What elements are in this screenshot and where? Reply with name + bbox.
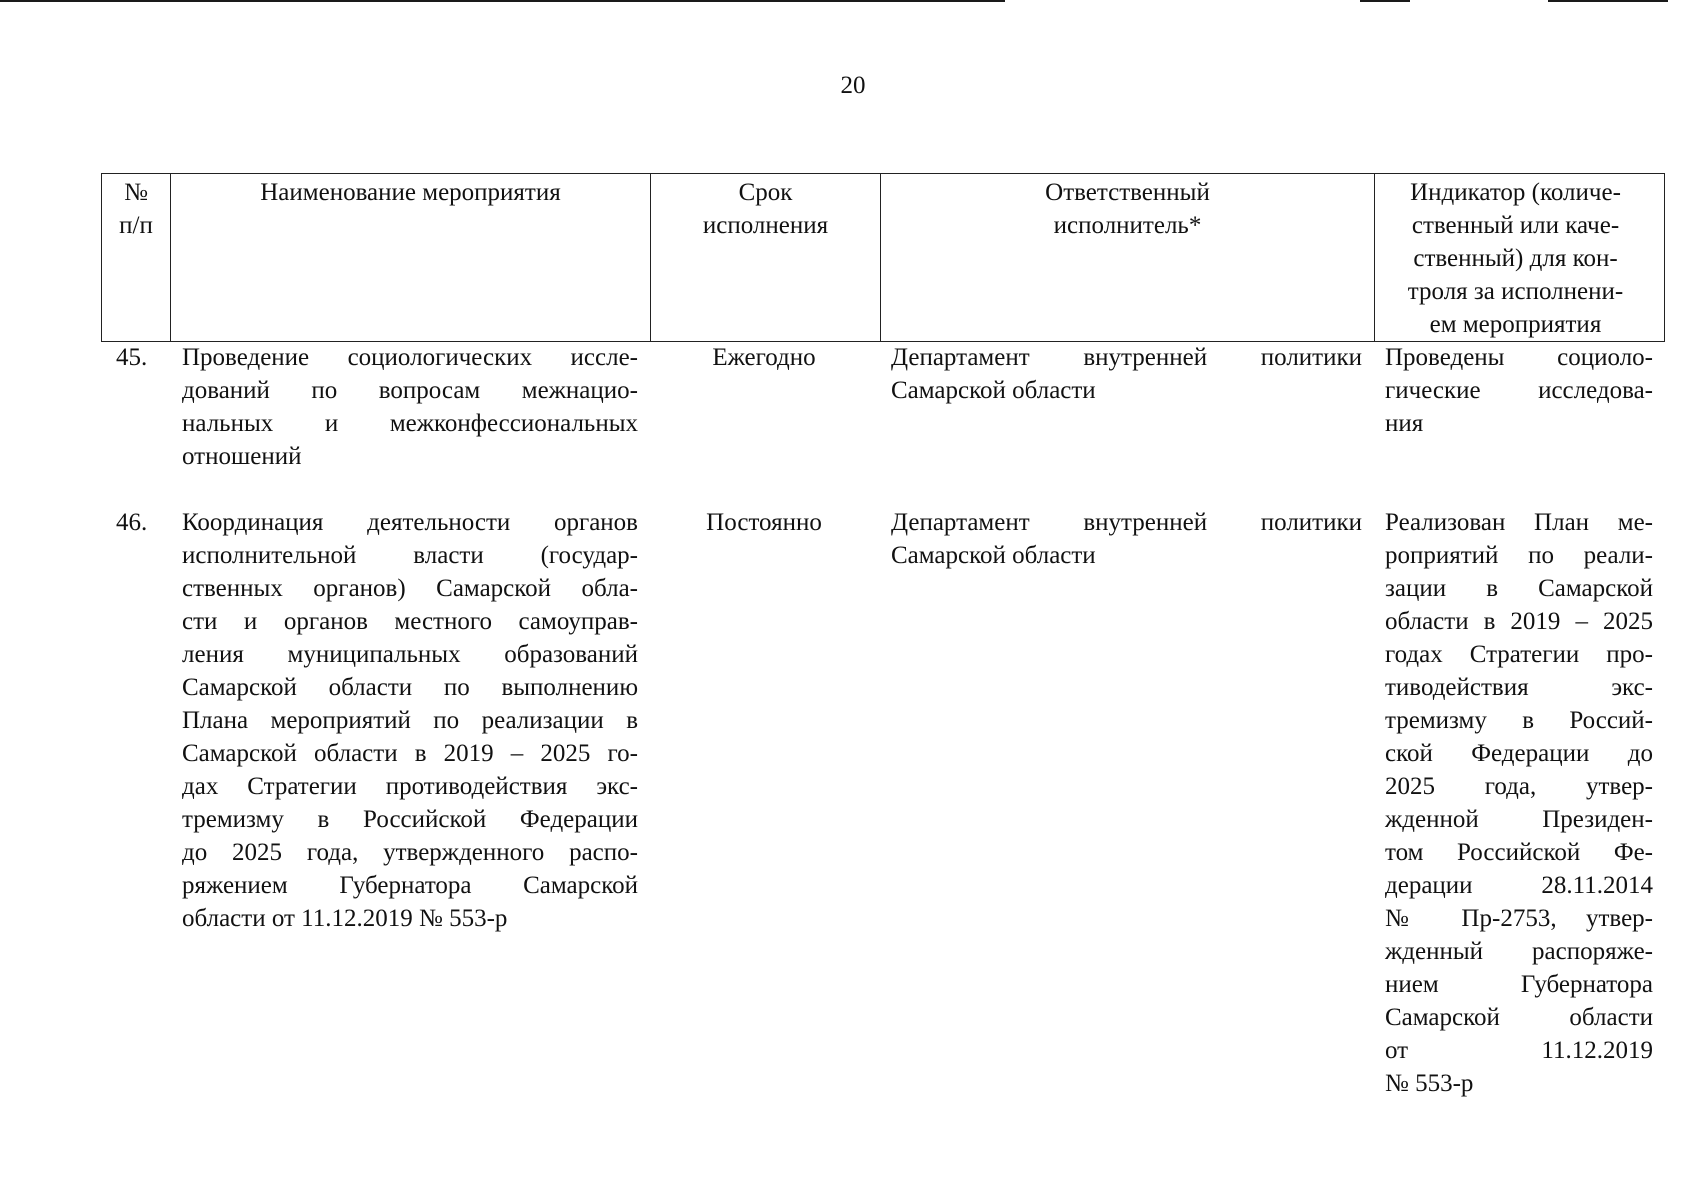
event-indicator (1385, 506, 1653, 1100)
header-line: Наименование мероприятия (260, 179, 561, 206)
text-line: Самарской области в 2019 – 2025 го- (182, 740, 638, 767)
text-line: сти и органов местного самоуправ- (182, 608, 638, 635)
text-line: роприятий по реали- (1385, 542, 1653, 569)
text-line: № Пр-2753, утвер- (1385, 905, 1653, 932)
text-line: жденной Президен- (1385, 806, 1653, 833)
text-line: жденный распоряже- (1385, 938, 1653, 965)
text-line: исполнительной власти (государ- (182, 542, 638, 569)
text-line: Проведение социологических иссле- (182, 344, 638, 371)
text-line: ния (1385, 410, 1424, 437)
text-line: тремизму в Российской Федерации (182, 806, 638, 833)
text-line: ственных органов) Самарской обла- (182, 575, 638, 602)
text-line: Самарской области (1385, 1004, 1653, 1031)
text-line: Самарской области (891, 542, 1096, 569)
event-deadline: Постоянно (706, 509, 822, 536)
table-header (101, 173, 1665, 342)
event-name (182, 506, 638, 935)
text-line: тремизму в Россий- (1385, 707, 1653, 734)
text-line: Плана мероприятий по реализации в (182, 707, 638, 734)
text-line: № 553-р (1385, 1070, 1474, 1097)
row-number: 46. (116, 509, 148, 536)
header-line: ем мероприятия (1429, 311, 1602, 338)
header-row (102, 174, 1665, 342)
text-line: области в 2019 – 2025 (1385, 608, 1653, 635)
header-deadline (651, 174, 881, 342)
text-line: Департамент внутренней политики (891, 344, 1362, 371)
header-line: ственный) для кон- (1413, 245, 1618, 272)
text-line: годах Стратегии про- (1385, 641, 1653, 668)
header-line: исполнитель* (1053, 212, 1202, 239)
text-line: до 2025 года, утвержденного распо- (182, 839, 638, 866)
text-line: отношений (182, 443, 302, 470)
row-number: 45. (116, 344, 148, 371)
text-line: Самарской области (891, 377, 1096, 404)
text-line: ской Федерации до (1385, 740, 1653, 767)
text-line: гические исследова- (1385, 377, 1653, 404)
header-line: Срок (738, 179, 793, 206)
text-line: Самарской области по выполнению (182, 674, 638, 701)
text-line: дерации 28.11.2014 (1385, 872, 1653, 899)
text-line: области от 11.12.2019 № 553-р (182, 905, 508, 932)
event-name (182, 341, 638, 473)
header-line: Индикатор (количе- (1410, 179, 1621, 206)
page-number: 20 (840, 72, 866, 99)
text-line: дований по вопросам межнацио- (182, 377, 638, 404)
text-line: Департамент внутренней политики (891, 509, 1362, 536)
text-line: от 11.12.2019 (1385, 1037, 1653, 1064)
text-line: ряжением Губернатора Самарской (182, 872, 638, 899)
text-line: зации в Самарской (1385, 575, 1653, 602)
text-line: ления муниципальных образований (182, 641, 638, 668)
header-line: п/п (119, 212, 153, 239)
text-line: дах Стратегии противодействия экс- (182, 773, 638, 800)
header-number (102, 174, 171, 342)
scan-edge-line (1360, 0, 1410, 2)
header-line: ственный или каче- (1411, 212, 1620, 239)
scan-edge-line (1548, 0, 1668, 2)
header-line: исполнения (702, 212, 829, 239)
text-line: тиводействия экс- (1385, 674, 1653, 701)
header-line: № (124, 179, 148, 206)
event-responsible (891, 506, 1362, 572)
event-deadline: Ежегодно (712, 344, 816, 371)
text-line: Координация деятельности органов (182, 509, 638, 536)
text-line: нальных и межконфессиональных (182, 410, 638, 437)
event-responsible (891, 341, 1362, 407)
event-indicator (1385, 341, 1653, 440)
header-responsible (881, 174, 1375, 342)
text-line: том Российской Фе- (1385, 839, 1653, 866)
text-line: Проведены социоло- (1385, 344, 1653, 371)
text-line: нием Губернатора (1385, 971, 1653, 998)
header-indicator (1375, 174, 1665, 342)
text-line: 2025 года, утвер- (1385, 773, 1653, 800)
header-line: троля за исполнени- (1407, 278, 1624, 305)
scan-edge-line (0, 0, 1005, 2)
text-line: Реализован План ме- (1385, 509, 1653, 536)
header-event-name (171, 174, 651, 342)
header-line: Ответственный (1045, 179, 1210, 206)
